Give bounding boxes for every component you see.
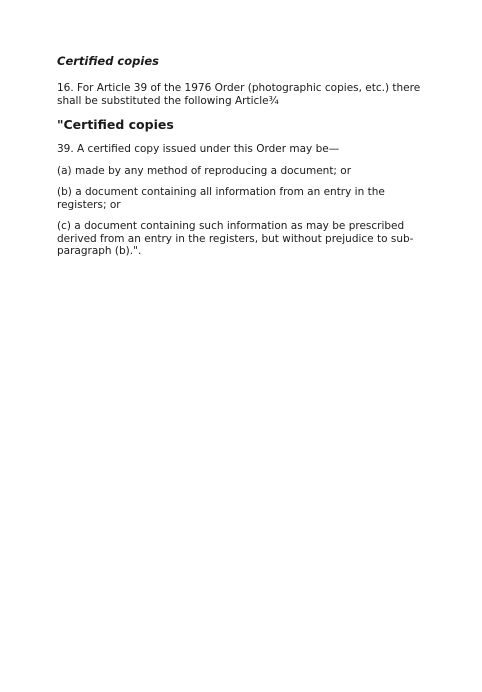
quoted-article-heading: "Certified copies: [57, 117, 174, 132]
list-item-b: (b) a document containing all information from an entry in the registers; or: [57, 186, 385, 211]
list-item-c: (c) a document containing such information as may be prescribed derived from an entry in the registers, but without prejudice to sub-paragraph (b).".: [57, 220, 414, 257]
document-page: [57, 54, 437, 268]
intro-paragraph: 16. For Article 39 of the 1976 Order (photographic copies, etc.) there shall be substituted the following Article¾: [57, 82, 421, 107]
list-item-a: (a) made by any method of reproducing a document; or: [57, 164, 352, 177]
section-heading: Certified copies: [57, 54, 159, 68]
article-text: 39. A certified copy issued under this Order may be—: [57, 143, 340, 155]
